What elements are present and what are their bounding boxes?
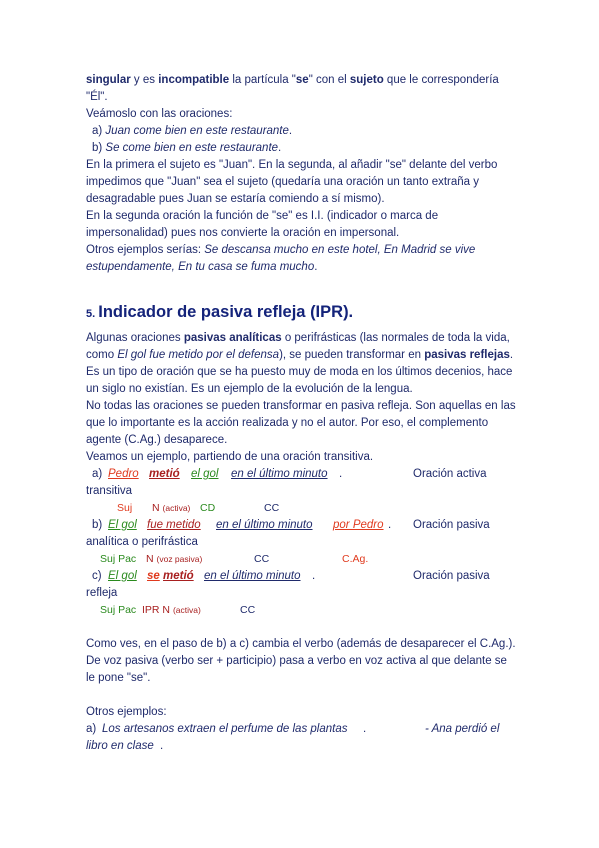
document-page xyxy=(86,72,516,755)
paragraph-veamoslo: Veámoslo con las oraciones: xyxy=(86,108,233,120)
paragraph-no-todas: No todas las oraciones se pueden transformar en pasiva refleja. Son aquellas en las que lo importante es la acción realizada y no el autor. Por eso, el complemento agente (C.Ag.) desaparece. xyxy=(86,400,516,446)
func-cd: CD xyxy=(200,502,216,514)
word-verb: metió xyxy=(163,570,194,582)
word-ipr: se xyxy=(147,570,160,582)
text: El gol fue metido por el defensa xyxy=(117,349,280,361)
word-cc: en el último minuto xyxy=(216,519,313,531)
example-b-functions xyxy=(86,551,516,568)
word-cd: el gol xyxy=(191,468,219,480)
example-text-2: - Ana perdió el xyxy=(425,723,500,735)
text: pasivas reflejas xyxy=(424,349,510,361)
text: " con el xyxy=(308,74,350,86)
text: pasivas analíticas xyxy=(183,332,282,344)
text: Algunas oraciones xyxy=(86,332,184,344)
text: ), se pueden transformar en xyxy=(279,349,425,361)
paragraph-explanation-2: En la segunda oración la función de "se" es I.I. (indicador o marca de impersonalidad) pues nos convierte la oración en impersonal. xyxy=(86,210,439,239)
label: a) xyxy=(92,125,106,137)
text: (activa) xyxy=(172,605,201,615)
word-subject: Pedro xyxy=(108,468,139,480)
func-ipr-n xyxy=(142,602,201,619)
text: o perifrásticas (las normales de toda la vida, como xyxy=(86,332,510,361)
example-text-2-cont: libro en clase xyxy=(86,740,154,752)
example-c-sentence xyxy=(86,568,516,585)
sentence-type-cont: transitiva xyxy=(86,485,133,497)
text: sujeto xyxy=(349,74,384,86)
paragraph-otros-ejemplos xyxy=(86,242,516,276)
word-cc: en el último minuto xyxy=(204,570,301,582)
paragraph-veamos: Veamos un ejemplo, partiendo de una oración transitiva. xyxy=(86,451,374,463)
word-verb: metió xyxy=(149,468,180,480)
label: c) xyxy=(92,570,102,582)
text: que le correspondería "Él". xyxy=(86,74,499,103)
example-b-sentence xyxy=(86,517,516,534)
paragraph-explanation-1: En la primera el sujeto es "Juan". En la segunda, al añadir "se" delante del verbo impedimos que "Juan" sea el sujeto (quedaría una oración un tanto extraña y desagradable pues Juan se estaría comiendo a sí mismo). xyxy=(86,159,498,205)
text: la partícula " xyxy=(229,74,296,86)
label: a) xyxy=(86,723,97,735)
dot: . xyxy=(388,519,392,531)
label: b) xyxy=(92,519,103,531)
func-suj-pac: Suj Pac xyxy=(100,553,137,565)
spacer xyxy=(86,619,516,636)
text: y es xyxy=(130,74,159,86)
func-suj: Suj xyxy=(117,502,133,514)
paragraph-otros: Otros ejemplos: xyxy=(86,706,167,718)
example-c-functions xyxy=(86,602,516,619)
word-subject: El gol xyxy=(108,519,137,531)
text: N xyxy=(152,502,160,514)
text: (activa) xyxy=(162,503,191,513)
func-cc: CC xyxy=(240,604,256,616)
dot: . xyxy=(339,468,343,480)
example-b xyxy=(86,140,516,157)
text: incompatible xyxy=(158,74,230,86)
func-cc: CC xyxy=(264,502,280,514)
example-a-sentence xyxy=(86,466,516,483)
word-subject: El gol xyxy=(108,570,137,582)
example-a-functions xyxy=(86,500,516,517)
text: IPR N xyxy=(142,604,171,616)
heading-number: 5. xyxy=(86,308,99,320)
func-n xyxy=(152,500,190,517)
dot: . xyxy=(278,142,282,154)
dot: . xyxy=(363,723,367,735)
example-a-type-cont xyxy=(86,483,516,500)
func-suj-pac: Suj Pac xyxy=(100,604,137,616)
sentence-type-cont: refleja xyxy=(86,587,118,599)
example-a xyxy=(86,123,516,140)
paragraph-pasivas xyxy=(86,330,516,398)
sentence-type: Oración pasiva xyxy=(413,570,490,582)
section-heading xyxy=(86,302,516,324)
text: Otros ejemplos serías: xyxy=(86,244,205,256)
text: . Es un tipo de oración que se ha puesto muy de moda en los últimos decenios, hace un siglo no existían. Es un ejemplo de la evolución de la lengua. xyxy=(86,349,514,395)
heading-text: Indicador de pasiva refleja (IPR). xyxy=(98,303,354,321)
last-example-cont xyxy=(86,738,516,755)
last-example xyxy=(86,721,516,738)
example-c-type-cont xyxy=(86,585,516,602)
text: (voz pasiva) xyxy=(156,554,203,564)
text: N xyxy=(146,553,154,565)
examples-italic: Se descansa mucho en este hotel, En Madrid se vive estupendamente, En tu casa se fuma mucho xyxy=(86,244,476,273)
example-text: Los artesanos extraen el perfume de las plantas xyxy=(102,723,348,735)
func-cag: C.Ag. xyxy=(342,553,369,565)
word-cc: en el último minuto xyxy=(231,468,328,480)
example-b-type-cont xyxy=(86,534,516,551)
func-cc: CC xyxy=(254,553,270,565)
word-cag: por Pedro xyxy=(333,519,384,531)
label: a) xyxy=(92,468,103,480)
spacer xyxy=(86,687,516,704)
paragraph-singular xyxy=(86,72,516,106)
dot: . xyxy=(288,125,293,137)
text: singular xyxy=(86,74,131,86)
dot: . xyxy=(160,740,164,752)
sentence-type: Oración activa xyxy=(413,468,487,480)
text: se xyxy=(295,74,309,86)
sentence-type: Oración pasiva xyxy=(413,519,490,531)
example-text: Se come bien en este restaurante xyxy=(105,142,279,154)
word-verb: fue metido xyxy=(147,519,201,531)
label: b) xyxy=(92,142,106,154)
sentence-type-cont: analítica o perifrástica xyxy=(86,536,198,548)
example-text: Juan come bien en este restaurante xyxy=(105,125,289,137)
func-n xyxy=(146,551,202,568)
paragraph-como-ves: Como ves, en el paso de b) a c) cambia el verbo (además de desaparecer el C.Ag.). De voz pasiva (verbo ser + participio) pasa a verbo en voz activa al que delante se le pone "se". xyxy=(86,638,516,684)
text: . xyxy=(314,261,318,273)
dot: . xyxy=(312,570,316,582)
